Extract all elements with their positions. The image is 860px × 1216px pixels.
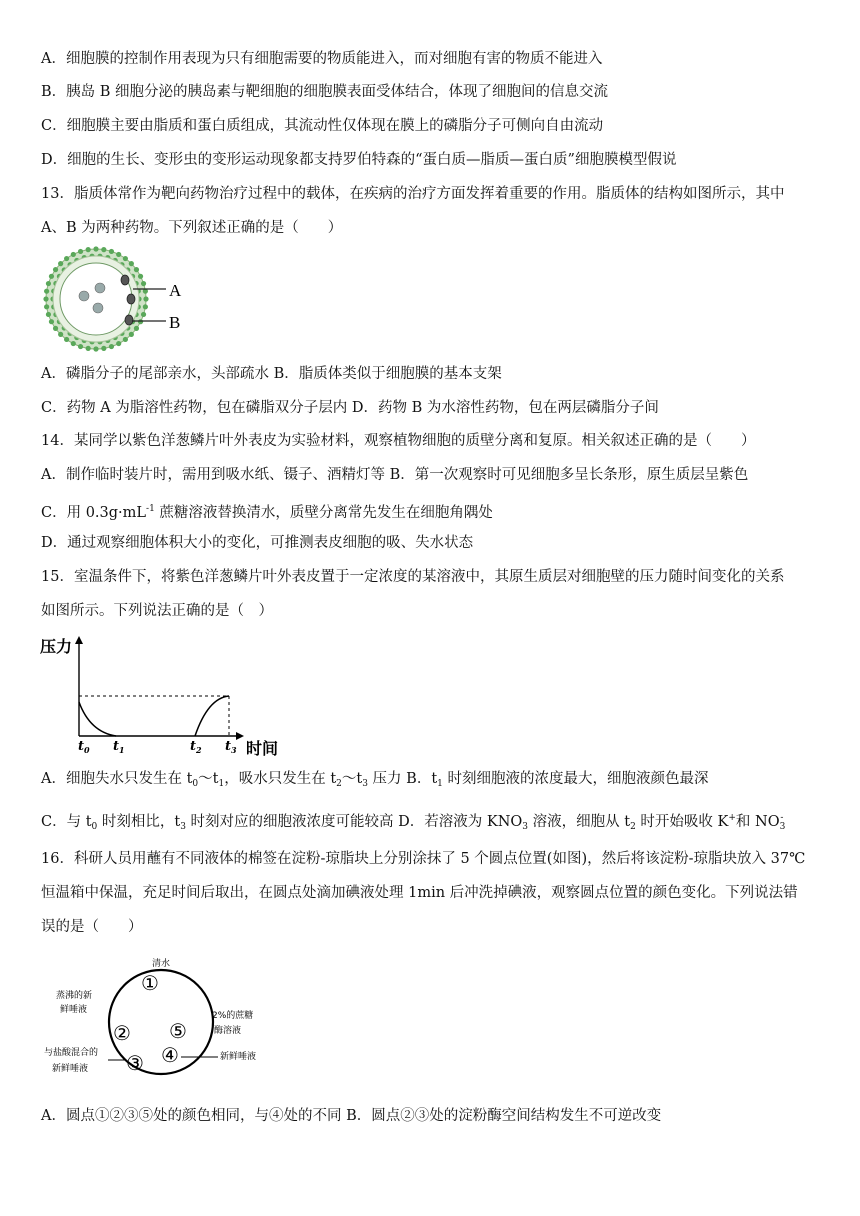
spot-3: ③ [126, 1051, 144, 1075]
q15cd-s5: + [728, 813, 736, 823]
q15cd-s2: 3 [180, 822, 186, 832]
phospholipid-head [53, 326, 58, 331]
q13-stem-line1: 13．脂质体常作为靶向药物治疗过程中的载体，在疾病的治疗方面发挥着重要的作用。脂质体的结构如图所示，其中 [41, 186, 785, 202]
label-boiled-1: 蒸沸的新 [56, 991, 93, 1001]
label-amylase-1: 2%的蔗糖 [212, 1011, 254, 1021]
q16-stem-line3: 误的是（ ） [41, 919, 143, 935]
q15ab-s1: 0 [192, 779, 199, 789]
label-fresh-saliva: 新鲜唾液 [220, 1052, 257, 1062]
q15cd-s6: 3 [779, 822, 786, 832]
label-hcl-1: 与盐酸混合的 [44, 1048, 99, 1058]
phospholipid-head [141, 312, 146, 317]
phospholipid-head [134, 326, 139, 331]
q14-stem: 14．某同学以紫色洋葱鳞片叶外表皮为实验材料，观察植物细胞的质壁分离和复原。相关叙述正确的是（ ） [41, 433, 756, 449]
y-axis-label: 压力 [40, 637, 73, 656]
q15ab-t1: A．细胞失水只发生在 t [41, 771, 193, 787]
tick-t1: $t_1$ [113, 739, 125, 755]
q15cd-t6: 和 NO [735, 814, 780, 830]
q12-option-c: C．细胞膜主要由脂质和蛋白质组成，其流动性仅体现在膜上的磷脂分子可侧向自由流动 [41, 118, 604, 134]
q15cd-s1: 0 [91, 822, 98, 832]
tick-t3: $t_3$ [225, 739, 237, 755]
spot-2: ② [113, 1021, 131, 1045]
q15ab-s2: 1 [218, 779, 225, 789]
starch-agar-figure [38, 952, 278, 1087]
x-axis-arrow [236, 732, 244, 740]
phospholipid-head [109, 344, 114, 349]
phospholipid-head [101, 346, 106, 351]
phospholipid-head [71, 341, 76, 346]
q15ab-s5: 1 [437, 779, 443, 789]
phospholipid-head [46, 281, 51, 286]
q16-stem-line2: 恒温箱中保温，充足时间后取出，在圆点处滴加碘液处理 1min 后冲洗掉碘液，观察圆点位置的颜色变化。下列说法错 [41, 885, 798, 901]
pressure-time-graph [38, 632, 288, 762]
q15cd-s4: 2 [630, 822, 636, 832]
q14-option-c [41, 499, 493, 523]
spot-5: ⑤ [169, 1019, 187, 1043]
q14c-text-2: 蔗糖溶液替换清水，质壁分离常先发生在细胞角隅处 [154, 505, 493, 521]
phospholipid-head [93, 246, 98, 251]
phospholipid-head [43, 296, 48, 301]
q12-option-a: A．细胞膜的控制作用表现为只有细胞需要的物质能进入，而对细胞有害的物质不能进入 [41, 51, 603, 67]
phospholipid-head [134, 267, 139, 272]
phospholipid-head [138, 274, 143, 279]
q15cd-s3: 3 [522, 822, 529, 832]
phospholipid-head [129, 261, 134, 266]
q14-options-ab: A．制作临时装片时，需用到吸水纸、镊子、酒精灯等 B．第一次观察时可见细胞多呈长条形，原生质层呈紫色 [41, 467, 749, 483]
phospholipid-head [109, 249, 114, 254]
spot-4: ④ [161, 1043, 179, 1067]
q12-option-b: B．胰岛 B 细胞分泌的胰岛素与靶细胞的细胞膜表面受体结合，体现了细胞间的信息交流 [41, 84, 609, 100]
phospholipid-head [129, 332, 134, 337]
label-amylase-2: 酶溶液 [214, 1026, 242, 1036]
q15cd-t4: 溶液，细胞从 t [528, 814, 631, 830]
phospholipid-head [64, 337, 69, 342]
q13-options-ab: A．磷脂分子的尾部亲水，头部疏水 B．脂质体类似于细胞膜的基本支架 [41, 366, 502, 382]
phospholipid-head [86, 247, 91, 252]
q15ab-t3: ，吸水只发生在 t [224, 771, 337, 787]
phospholipid-head [93, 346, 98, 351]
pressure-decline-curve [79, 702, 116, 736]
label-a: A [169, 281, 182, 300]
phospholipid-head [78, 344, 83, 349]
phospholipid-head [49, 319, 54, 324]
y-axis-arrow [75, 636, 83, 644]
tick-t0: $t_0$ [78, 739, 90, 755]
q15ab-t6: 时刻细胞液的浓度最大，细胞液颜色最深 [442, 771, 709, 787]
spot-1: ① [141, 971, 159, 995]
q14c-text-1: C．用 0.3g·mL [41, 505, 147, 521]
phospholipid-head [78, 249, 83, 254]
q15-options-ab [41, 769, 709, 794]
phospholipid-head [44, 289, 49, 294]
pressure-rise-curve [195, 696, 229, 736]
q14c-superscript: -1 [146, 504, 155, 514]
phospholipid-head [44, 304, 49, 309]
phospholipid-head [58, 332, 63, 337]
q12-option-d: D．细胞的生长、变形虫的变形运动现象都支持罗伯特森的“蛋白质—脂质—蛋白质”细胞膜模型假说 [41, 152, 677, 168]
label-boiled-2: 鲜唾液 [60, 1005, 88, 1015]
q15ab-t2: ～t [198, 771, 219, 787]
q15cd-t5: 时开始吸收 K [635, 814, 729, 830]
phospholipid-head [138, 319, 143, 324]
phospholipid-head [141, 281, 146, 286]
x-axis-label: 时间 [246, 739, 279, 758]
phospholipid-head [64, 256, 69, 261]
phospholipid-head [58, 261, 63, 266]
phospholipid-head [49, 274, 54, 279]
liposome-figure [38, 246, 198, 356]
q16-options-ab: A．圆点①②③⑤处的颜色相同，与④处的不同 B．圆点②③处的淀粉酶空间结构发生不可逆改变 [41, 1108, 662, 1124]
q16-stem-line1: 16．科研人员用蘸有不同液体的棉签在淀粉-琼脂块上分别涂抹了 5 个圆点位置(如图)，然后将该淀粉-琼脂块放入 37℃ [41, 851, 806, 867]
q15-options-cd [41, 808, 786, 837]
q14-option-d: D．通过观察细胞体积大小的变化，可推测表皮细胞的吸、失水状态 [41, 535, 474, 551]
phospholipid-head [116, 252, 121, 257]
phospholipid-head [123, 337, 128, 342]
q15ab-t4: ～t [341, 771, 363, 787]
phospholipid-head [53, 267, 58, 272]
q15ab-s3: 2 [336, 779, 342, 789]
q15ab-t5: 压力 B．t [367, 771, 438, 787]
label-water: 清水 [152, 959, 171, 969]
q15cd-t3: 时刻对应的细胞液浓度可能较高 D．若溶液为 KNO [185, 814, 523, 830]
phospholipid-head [123, 256, 128, 261]
label-hcl-2: 新鲜唾液 [52, 1064, 89, 1074]
q15cd-t1: C．与 t [41, 814, 92, 830]
q15-stem-line2: 如图所示。下列说法正确的是（ ） [41, 603, 273, 619]
q15cd-s7: - [780, 813, 784, 823]
phospholipid-head [46, 312, 51, 317]
phospholipid-head [143, 304, 148, 309]
q15-stem-line1: 15．室温条件下，将紫色洋葱鳞片叶外表皮置于一定浓度的某溶液中，其原生质层对细胞壁的压力随时间变化的关系 [41, 569, 785, 585]
tick-t2: $t_2$ [190, 739, 202, 755]
phospholipid-head [71, 252, 76, 257]
q15ab-s4: 3 [362, 779, 368, 789]
q13-stem-line2: A、B 为两种药物。下列叙述正确的是（ ） [41, 220, 343, 236]
q13-options-cd: C．药物 A 为脂溶性药物，包在磷脂双分子层内 D．药物 B 为水溶性药物，包在两层磷脂分子间 [41, 400, 659, 416]
phospholipid-head [86, 346, 91, 351]
phospholipid-head [143, 296, 148, 301]
label-b: B [169, 313, 181, 332]
phospholipid-head [101, 247, 106, 252]
q15cd-t2: 时刻相比，t [97, 814, 181, 830]
phospholipid-head [116, 341, 121, 346]
